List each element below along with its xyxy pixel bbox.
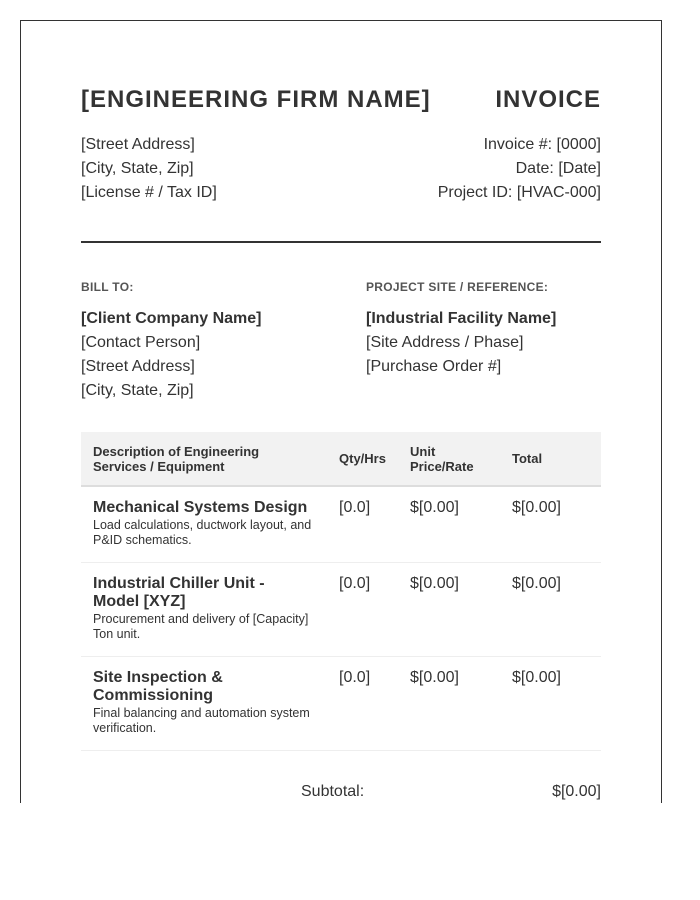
item-name: Mechanical Systems Design bbox=[93, 499, 308, 516]
item-cell bbox=[81, 486, 327, 563]
firm-address bbox=[81, 133, 217, 205]
facility-name: [Industrial Facility Name] bbox=[366, 310, 557, 327]
subtotal-value: $[0.00] bbox=[552, 783, 601, 800]
invoice-page bbox=[20, 20, 662, 803]
line-items-table bbox=[81, 432, 601, 751]
firm-city: [City, State, Zip] bbox=[81, 160, 194, 177]
table-row bbox=[81, 657, 601, 751]
header-unit-price: Unit Price/Rate bbox=[398, 432, 500, 486]
project-site-label: PROJECT SITE / REFERENCE: bbox=[366, 280, 549, 294]
item-description: Final balancing and automation system verification. bbox=[93, 706, 310, 735]
item-unit-price: $[0.00] bbox=[398, 657, 500, 751]
item-name: Site Inspection & Commissioning bbox=[93, 669, 223, 704]
client-street: [Street Address] bbox=[81, 358, 195, 375]
project-site-section bbox=[366, 275, 606, 379]
client-company: [Client Company Name] bbox=[81, 310, 262, 327]
invoice-title: INVOICE bbox=[495, 86, 601, 113]
table-row bbox=[81, 486, 601, 563]
site-address: [Site Address / Phase] bbox=[366, 334, 524, 351]
item-unit-price: $[0.00] bbox=[398, 486, 500, 563]
item-cell bbox=[81, 563, 327, 657]
firm-license: [License # / Tax ID] bbox=[81, 184, 217, 201]
item-description: Load calculations, ductwork layout, and P&ID schematics. bbox=[93, 518, 312, 547]
item-total: $[0.00] bbox=[500, 563, 601, 657]
invoice-number: Invoice #: [0000] bbox=[483, 136, 601, 153]
bill-to-label: BILL TO: bbox=[81, 280, 134, 294]
header-description: Description of Engineering Services / Equipment bbox=[81, 432, 327, 486]
item-unit-price: $[0.00] bbox=[398, 563, 500, 657]
table-row bbox=[81, 563, 601, 657]
firm-name: [ENGINEERING FIRM NAME] bbox=[81, 86, 431, 113]
invoice-date: Date: [Date] bbox=[515, 160, 601, 177]
header-qty: Qty/Hrs bbox=[327, 432, 398, 486]
header-divider bbox=[81, 241, 601, 243]
item-name: Industrial Chiller Unit - Model [XYZ] bbox=[93, 575, 265, 610]
item-qty: [0.0] bbox=[327, 563, 398, 657]
project-id: Project ID: [HVAC-000] bbox=[437, 184, 601, 201]
client-contact: [Contact Person] bbox=[81, 334, 201, 351]
subtotal-label: Subtotal: bbox=[301, 783, 365, 800]
invoice-meta bbox=[438, 133, 601, 205]
firm-street: [Street Address] bbox=[81, 136, 195, 153]
item-qty: [0.0] bbox=[327, 486, 398, 563]
item-qty: [0.0] bbox=[327, 657, 398, 751]
item-total: $[0.00] bbox=[500, 657, 601, 751]
bill-to-section bbox=[81, 275, 361, 403]
client-city: [City, State, Zip] bbox=[81, 382, 194, 399]
purchase-order: [Purchase Order #] bbox=[366, 358, 502, 375]
table-header-row bbox=[81, 432, 601, 486]
item-total: $[0.00] bbox=[500, 486, 601, 563]
item-description: Procurement and delivery of [Capacity] Ton unit. bbox=[93, 612, 309, 641]
header-total: Total bbox=[500, 432, 601, 486]
item-cell bbox=[81, 657, 327, 751]
